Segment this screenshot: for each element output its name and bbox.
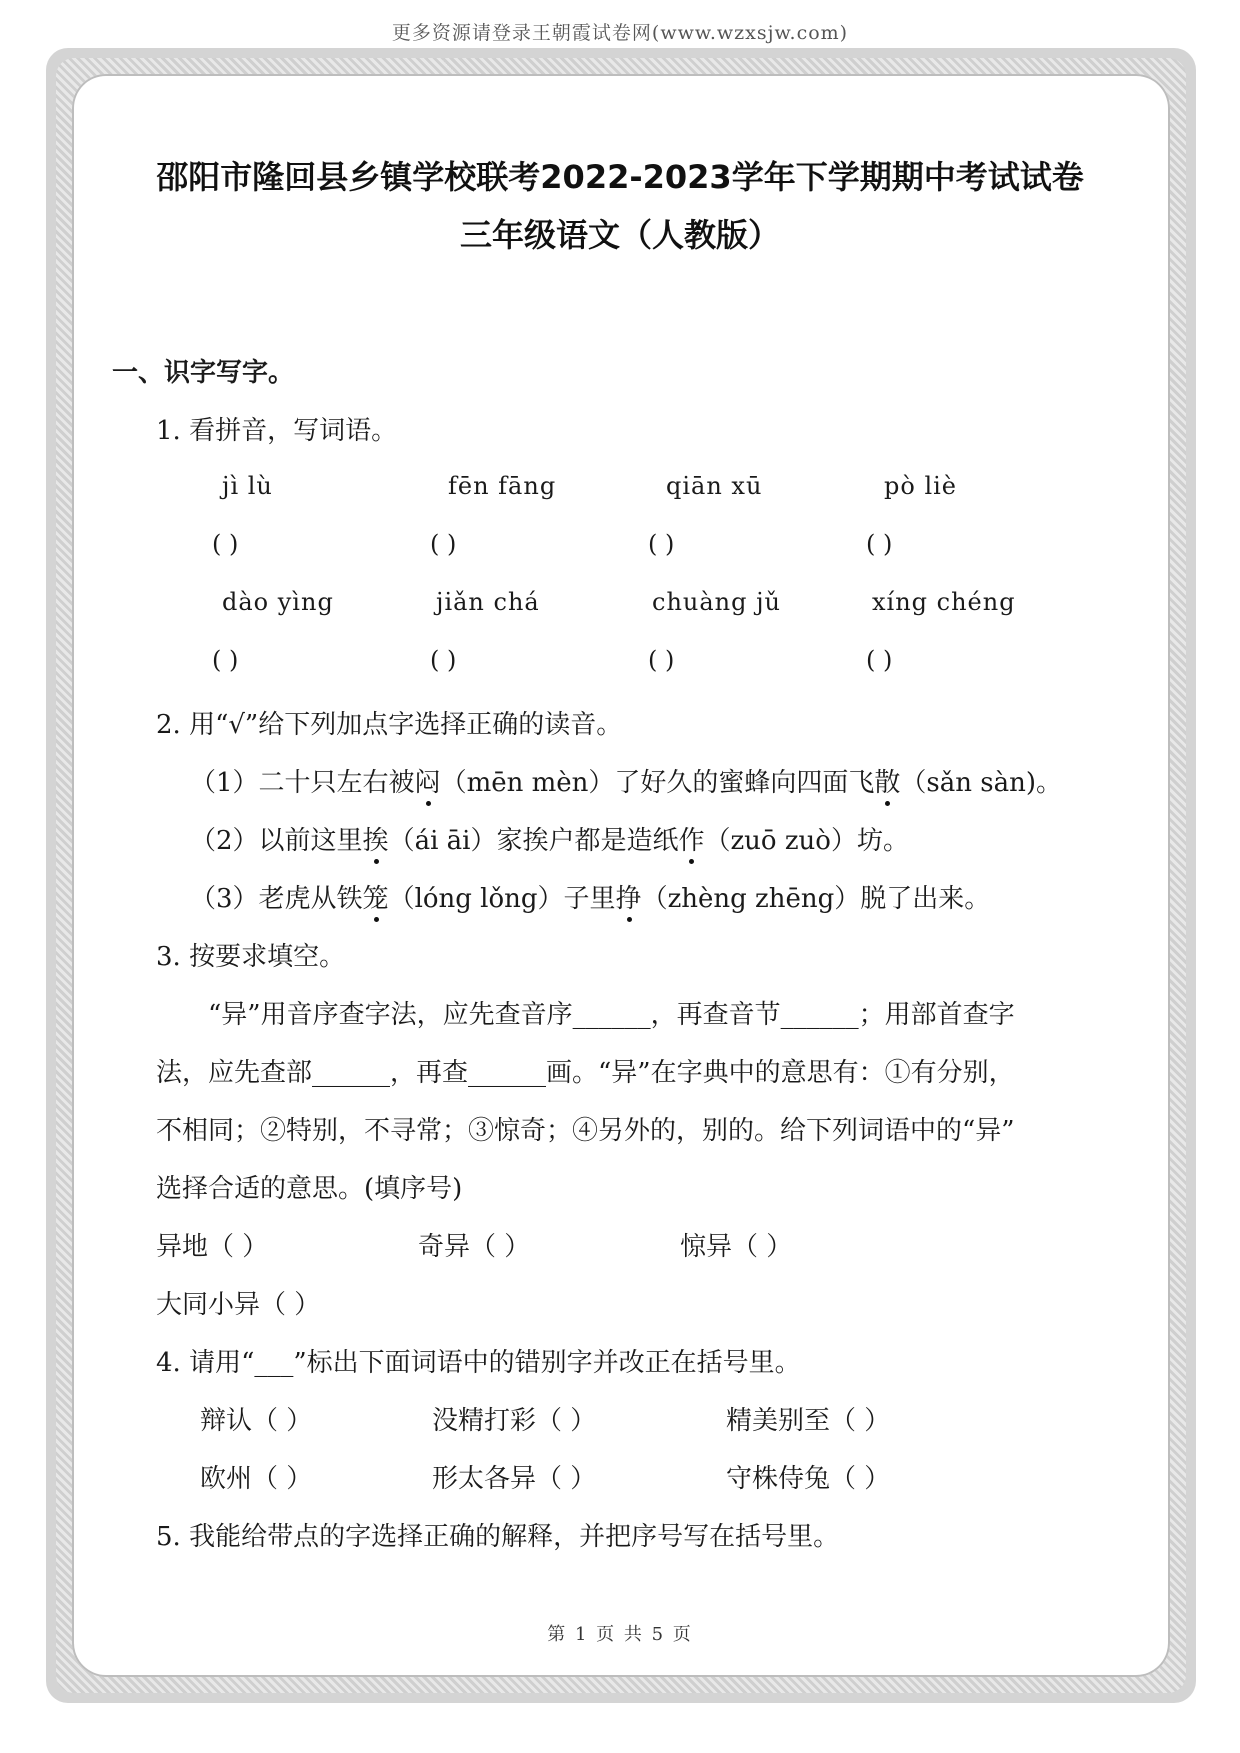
question-2-sentence-3: [190, 878, 990, 915]
sentence-text: （1）二十只左右被: [190, 768, 415, 798]
sentence-text: （2）以前这里: [190, 826, 363, 856]
answer-blank[interactable]: ( ): [648, 646, 675, 674]
question-3-paragraph: 选择合适的意思。(填序号): [156, 1174, 463, 1204]
section-heading: 一、识字写字。: [112, 358, 295, 388]
fill-item[interactable]: 大同小异（ ）: [156, 1290, 321, 1320]
sentence-text: （3）老虎从铁: [190, 884, 363, 914]
sentence-text: （mēn mèn）了好久的蜜蜂向四面飞: [440, 768, 875, 798]
fill-item[interactable]: 惊异（ ）: [680, 1232, 793, 1262]
answer-blank[interactable]: ( ): [648, 530, 675, 558]
dotted-char: 挨: [362, 826, 389, 856]
dotted-char: 散: [874, 768, 901, 798]
question-3-paragraph: 法，应先查部______，再查______画。“异”在字典中的意思有：①有分别，: [156, 1058, 1015, 1088]
sentence-text: （sǎn sàn)。: [900, 768, 1063, 798]
pinyin-5: dào yìng: [222, 588, 334, 616]
answer-blank[interactable]: ( ): [212, 646, 239, 674]
correction-item[interactable]: 形太各异（ ）: [432, 1464, 597, 1494]
answer-blank[interactable]: ( ): [430, 530, 457, 558]
correction-item[interactable]: 欧州（ ）: [200, 1464, 313, 1494]
dotted-char: 作: [678, 826, 705, 856]
fill-item[interactable]: 奇异（ ）: [418, 1232, 531, 1262]
correction-item[interactable]: 守株侍兔（ ）: [726, 1464, 891, 1494]
question-3-label: 3. 按要求填空。: [156, 942, 346, 972]
pinyin-7: chuàng jǔ: [652, 588, 782, 616]
question-1-label: 1. 看拼音，写词语。: [156, 416, 398, 446]
sentence-text: （ái āi）家挨户都是造纸: [388, 826, 679, 856]
pinyin-8: xíng chéng: [872, 588, 1016, 616]
question-5-label: 5. 我能给带点的字选择正确的解释，并把序号写在括号里。: [156, 1522, 840, 1552]
exam-title: 邵阳市隆回县乡镇学校联考2022-2023学年下学期期中考试试卷: [156, 158, 1084, 196]
pinyin-2: fēn fāng: [448, 472, 557, 500]
answer-blank[interactable]: ( ): [866, 646, 893, 674]
pinyin-1: jì lù: [222, 472, 273, 500]
pinyin-4: pò liè: [884, 472, 957, 500]
sentence-text: （zhèng zhēng）脱了出来。: [641, 884, 991, 914]
question-2-sentence-1: [190, 762, 1062, 799]
answer-blank[interactable]: ( ): [430, 646, 457, 674]
watermark-text: 更多资源请登录王朝霞试卷网(www.wzxsjw.com): [391, 22, 849, 44]
dotted-char: 笼: [362, 884, 389, 914]
answer-blank[interactable]: ( ): [212, 530, 239, 558]
answer-blank[interactable]: ( ): [866, 530, 893, 558]
question-2-label: 2. 用“√”给下列加点字选择正确的读音。: [156, 710, 623, 740]
question-2-sentence-2: [190, 820, 909, 857]
question-3-paragraph: 不相同；②特别，不寻常；③惊奇；④另外的，别的。给下列词语中的“异”: [156, 1116, 1015, 1146]
question-3-paragraph: “异”用音序查字法，应先查音序______，再查音节______；用部首查字: [208, 1000, 1015, 1030]
page-footer: 第 1 页 共 5 页: [547, 1624, 693, 1645]
dotted-char: 闷: [414, 768, 441, 798]
correction-item[interactable]: 精美别至（ ）: [726, 1406, 891, 1436]
sentence-text: （zuō zuò）坊。: [704, 826, 909, 856]
question-4-label: 4. 请用“___”标出下面词语中的错别字并改正在括号里。: [156, 1348, 801, 1378]
sentence-text: （lóng lǒng）子里: [388, 884, 616, 914]
dotted-char: 挣: [615, 884, 642, 914]
fill-item[interactable]: 异地（ ）: [156, 1232, 269, 1262]
pinyin-3: qiān xū: [666, 472, 763, 500]
correction-item[interactable]: 没精打彩（ ）: [432, 1406, 597, 1436]
correction-item[interactable]: 辩认（ ）: [200, 1406, 313, 1436]
exam-subtitle: 三年级语文（人教版）: [459, 216, 780, 254]
pinyin-6: jiǎn chá: [436, 588, 540, 616]
